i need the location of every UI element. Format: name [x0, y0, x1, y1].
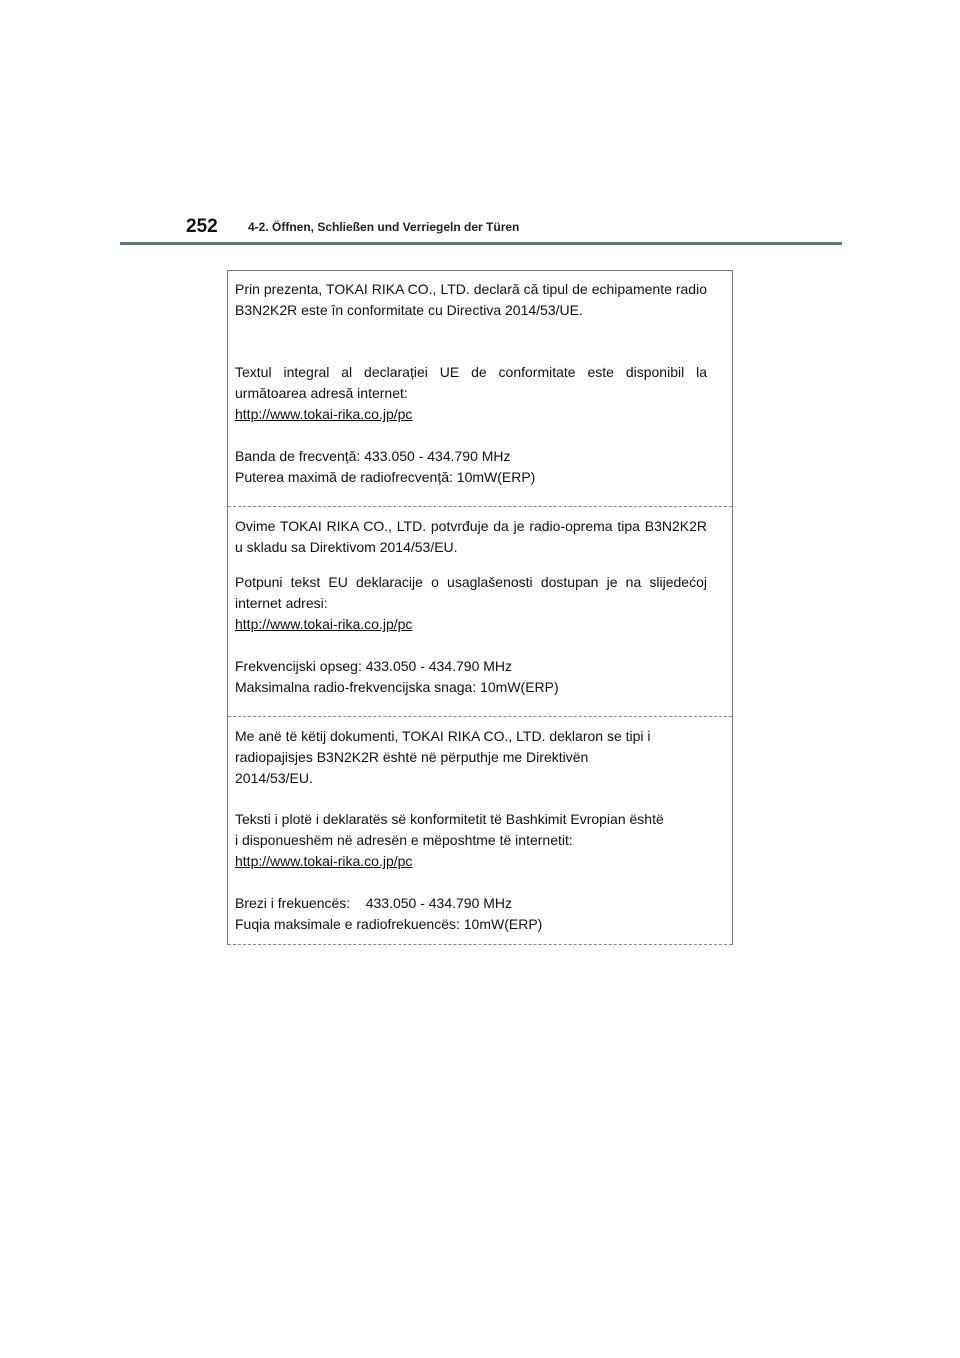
declaration-block-albanian	[228, 717, 732, 945]
header-rule	[120, 242, 842, 245]
max-power: Puterea maximă de radiofrecvență: 10mW(ERP)	[235, 469, 536, 485]
declaration-url-link[interactable]: http://www.tokai-rika.co.jp/pc	[235, 616, 413, 632]
fulltext-line: i disponueshëm në adresën e mëposhtme të internetit:	[235, 832, 573, 848]
max-power: Fuqia maksimale e radiofrekuencës: 10mW(ERP)	[235, 916, 543, 932]
fulltext-text: Potpuni tekst EU deklaracije o usaglašenosti dostupan je na slijedećoj internet adresi:	[235, 574, 707, 611]
frequency-band: Frekvencijski opseg: 433.050 - 434.790 MHz	[235, 658, 513, 674]
declaration-text: Ovime TOKAI RIKA CO., LTD. potvrđuje da je radio-oprema tipa B3N2K2R u skladu sa Direktivom 2014/53/EU.	[235, 518, 707, 555]
declaration-url-link[interactable]: http://www.tokai-rika.co.jp/pc	[235, 853, 413, 869]
declaration-line: radiopajisjes B3N2K2R është në përputhje me Direktivën	[235, 749, 589, 765]
declaration-url-link[interactable]: http://www.tokai-rika.co.jp/pc	[235, 406, 413, 422]
frequency-band: Banda de frecvență: 433.050 - 434.790 MHz	[235, 448, 511, 464]
page-header	[120, 214, 842, 244]
declaration-text: Prin prezenta, TOKAI RIKA CO., LTD. declară că tipul de echipamente radio B3N2K2R este în conformitate cu Directiva 2014/53/UE.	[235, 281, 707, 318]
max-power: Maksimalna radio-frekvencijska snaga: 10mW(ERP)	[235, 679, 559, 695]
section-title: 4-2. Öffnen, Schließen und Verriegeln der Türen	[248, 220, 520, 234]
declaration-block-romanian	[228, 270, 732, 507]
declaration-line: Me anë të këtij dokumenti, TOKAI RIKA CO., LTD. deklaron se tipi i	[235, 728, 651, 744]
frequency-band: Brezi i frekuencës: 433.050 - 434.790 MHz	[235, 895, 513, 911]
declaration-box	[227, 270, 733, 945]
declaration-text	[235, 726, 707, 789]
declaration-line: 2014/53/EU.	[235, 770, 313, 786]
page-number: 252	[186, 216, 218, 237]
declaration-block-serbian	[228, 507, 732, 717]
fulltext-line: Teksti i plotë i deklaratës së konformitetit të Bashkimit Evropian është	[235, 811, 664, 827]
fulltext-text: Textul integral al declarației UE de conformitate este disponibil la următoarea adresă internet:	[235, 364, 707, 401]
fulltext-text	[235, 809, 707, 851]
